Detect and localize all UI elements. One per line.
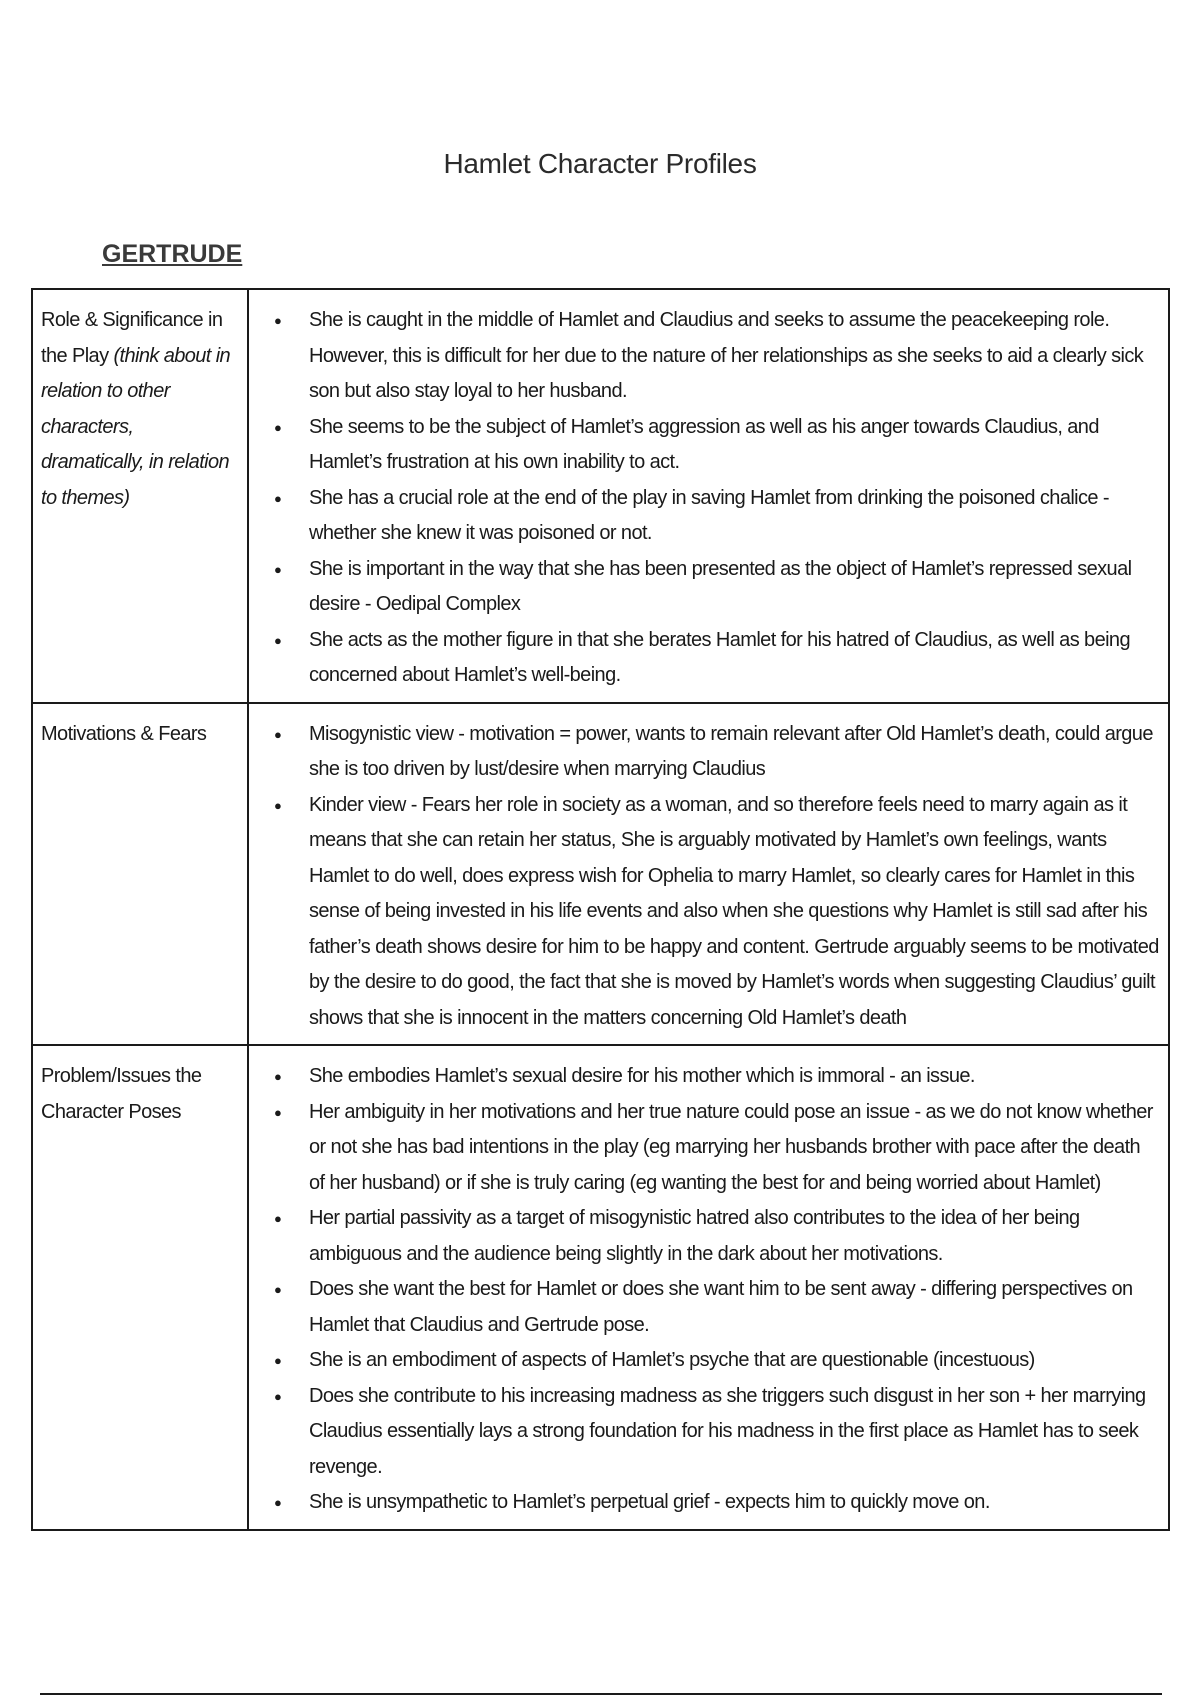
row-label: Problem/Issues the Character Poses (41, 1065, 202, 1123)
row-content-cell (248, 289, 1169, 703)
row-label-cell (32, 1045, 248, 1530)
profile-row (32, 703, 1169, 1046)
document-title: Hamlet Character Profiles (443, 148, 757, 179)
character-heading: GERTRUDE (102, 240, 243, 268)
bullet-point: ● She is an embodiment of aspects of Hamlet’s psyche that are questionable (incestuous) (269, 1343, 1160, 1379)
bullet-list (269, 1059, 1160, 1521)
bullet-point: ● She acts as the mother figure in that she berates Hamlet for his hatred of Claudius, as well as being concerned about Hamlet’s well-being. (269, 623, 1160, 694)
row-label: Motivations & Fears (41, 722, 207, 745)
bullet-point: ● She is unsympathetic to Hamlet’s perpetual grief - expects him to quickly move on. (269, 1485, 1160, 1521)
bullet-point: ● She is caught in the middle of Hamlet and Claudius and seeks to assume the peacekeeping role. However, this is difficult for her due to the nature of her relationships as she seeks to aid a clearly sick son but also stay loyal to her husband. (269, 303, 1160, 410)
bullet-list (269, 303, 1160, 694)
bullet-point: ● Misogynistic view - motivation = power, wants to remain relevant after Old Hamlet’s death, could argue she is too driven by lust/desire when marrying Claudius (269, 717, 1160, 788)
row-content-cell (248, 1045, 1169, 1530)
bullet-point: ● Does she want the best for Hamlet or does she want him to be sent away - differing perspectives on Hamlet that Claudius and Gertrude pose. (269, 1272, 1160, 1343)
bullet-point: ● She has a crucial role at the end of the play in saving Hamlet from drinking the poisoned chalice - whether she knew it was poisoned or not. (269, 481, 1160, 552)
bullet-point: ● Her partial passivity as a target of misogynistic hatred also contributes to the idea of her being ambiguous and the audience being slightly in the dark about her motivations. (269, 1201, 1160, 1272)
bullet-point: ● She seems to be the subject of Hamlet’s aggression as well as his anger towards Claudius, and Hamlet’s frustration at his own inability to act. (269, 410, 1160, 481)
bullet-point: ● Kinder view - Fears her role in society as a woman, and so therefore feels need to marry again as it means that she can retain her status, She is arguably motivated by Hamlet’s own feelings, wants Hamlet to do well, does express wish for Ophelia to marry Hamlet, so clearly cares for Hamlet in this sense of being invested in his life events and also when she questions why Hamlet is still sad after his father’s death shows desire for him to be happy and content. Gertrude arguably seems to be motivated by the desire to do good, the fact that she is moved by Hamlet’s words when suggesting Claudius’ guilt shows that she is innocent in the matters concerning Old Hamlet’s death (269, 788, 1160, 1037)
row-label-note: (think about in relation to other characters, dramatically, in relation to themes) (41, 344, 231, 509)
bullet-list (269, 717, 1160, 1037)
profile-row (32, 1045, 1169, 1530)
row-label: Role & Significance in the Play (41, 309, 223, 367)
row-content-cell (248, 703, 1169, 1046)
page-bottom-divider (40, 1693, 1162, 1695)
bullet-point: ● She embodies Hamlet’s sexual desire for his mother which is immoral - an issue. (269, 1059, 1160, 1095)
character-profile-table (31, 288, 1170, 1531)
row-label-cell (32, 703, 248, 1046)
bullet-point: ● She is important in the way that she has been presented as the object of Hamlet’s repressed sexual desire - Oedipal Complex (269, 552, 1160, 623)
row-label-cell (32, 289, 248, 703)
profile-row (32, 289, 1169, 703)
bullet-point: ● Her ambiguity in her motivations and her true nature could pose an issue - as we do not know whether or not she has bad intentions in the play (eg marrying her husbands brother with pace after the death of her husband) or if she is truly caring (eg wanting the best for and being worried about Hamlet) (269, 1095, 1160, 1202)
bullet-point: ● Does she contribute to his increasing madness as she triggers such disgust in her son + her marrying Claudius essentially lays a strong foundation for his madness in the first place as Hamlet has to seek revenge. (269, 1379, 1160, 1486)
